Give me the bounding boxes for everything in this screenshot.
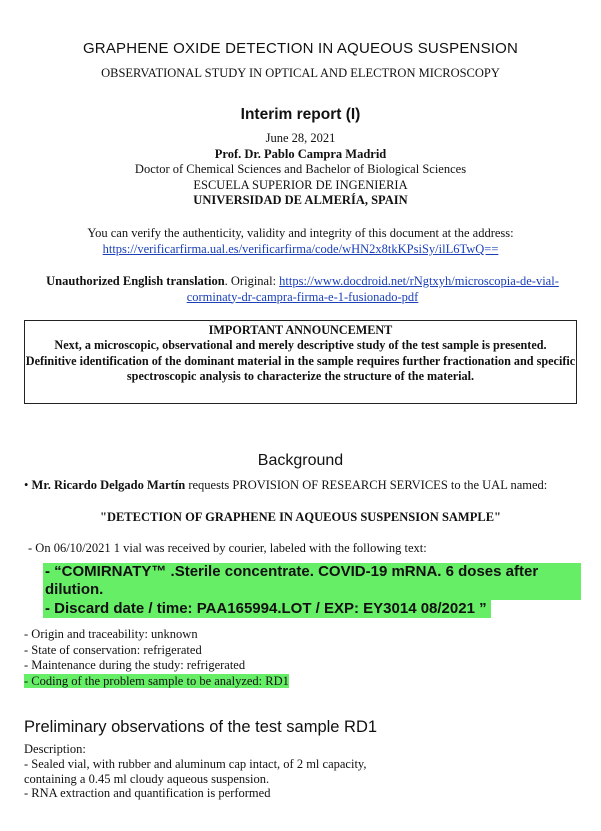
vial-label-line-1: - “COMIRNATY™ .Sterile concentrate. COVID-19 mRNA. 6 doses after dilution. [43, 563, 581, 600]
verification-block [0, 225, 601, 257]
list-item-coding [24, 674, 289, 690]
vial-label-highlight [43, 563, 579, 620]
description-label: Description: [24, 742, 86, 756]
author-school: ESCUELA SUPERIOR DE INGENIERIA [193, 177, 408, 192]
background-heading: Background [257, 452, 344, 469]
list-item: - Maintenance during the study: refrigerated [24, 658, 246, 673]
list-item: - Origin and traceability: unknown [24, 627, 198, 641]
description-line: - RNA extraction and quantification is performed [24, 786, 271, 801]
sample-coding: Coding of the problem sample to be analyzed: RD1 [31, 673, 289, 688]
translation-block [30, 274, 575, 305]
verification-text: You can verify the authenticity, validity and integrity of this document at the address: [87, 226, 514, 240]
original-document-link[interactable]: https://www.docdroid.net/rNgtxyh/microscopia-de-vial-corminaty-dr-campra-firma-e-1-fusionado-pdf [186, 274, 559, 304]
report-heading: Interim report (I) [240, 106, 361, 123]
description-block [24, 742, 366, 801]
announcement-line-2: Definitive identification of the dominant material in the sample requires further fractionation and specific spectroscopic analysis to characterize the structure of the material. [25, 353, 576, 384]
requester-name: Mr. Ricardo Delgado Martín [31, 478, 186, 492]
announcement-heading: IMPORTANT ANNOUNCEMENT [208, 323, 393, 337]
translation-text: . Original: [224, 274, 280, 288]
received-text: - On 06/10/2021 1 vial was received by courier, labeled with the following text: [28, 541, 427, 555]
verification-link[interactable]: https://verificarfirma.ual.es/verificarfirma/code/wHN2x8tkKPsiSy/ilL6TwQ== [102, 242, 499, 256]
vial-label-line-2: - Discard date / time: PAA165994.LOT / EXP: EY3014 08/2021 ” [43, 600, 491, 618]
description-line: - Sealed vial, with rubber and aluminum cap intact, of 2 ml capacity, [24, 756, 367, 771]
sample-info-list [24, 627, 289, 689]
request-paragraph [24, 478, 584, 494]
announcement-line-1: Next, a microscopic, observational and merely descriptive study of the test sample is presented. [54, 338, 547, 353]
author-name: Prof. Dr. Pablo Campra Madrid [214, 146, 387, 161]
bullet: • [24, 478, 32, 492]
translation-label: Unauthorized English translation [46, 274, 225, 288]
list-item: - State of conservation: refrigerated [24, 642, 202, 657]
description-line: containing a 0.45 ml cloudy aqueous suspension. [24, 771, 270, 786]
preliminary-heading: Preliminary observations of the test sample RD1 [24, 718, 378, 736]
document-title: GRAPHENE OXIDE DETECTION IN AQUEOUS SUSPENSION [82, 40, 519, 57]
document-subtitle: OBSERVATIONAL STUDY IN OPTICAL AND ELECTRON MICROSCOPY [101, 66, 500, 80]
request-text: requests PROVISION OF RESEARCH SERVICES to the UAL named: [185, 478, 548, 492]
author-block [0, 131, 601, 209]
important-announcement-box [24, 320, 577, 404]
coding-prefix: - [24, 673, 32, 688]
report-date: June 28, 2021 [265, 131, 336, 145]
author-university: UNIVERSIDAD DE ALMERÍA, SPAIN [193, 193, 408, 208]
author-degree: Doctor of Chemical Sciences and Bachelor of Biological Sciences [134, 162, 467, 177]
service-title: "DETECTION OF GRAPHENE IN AQUEOUS SUSPENSION SAMPLE" [100, 510, 501, 524]
